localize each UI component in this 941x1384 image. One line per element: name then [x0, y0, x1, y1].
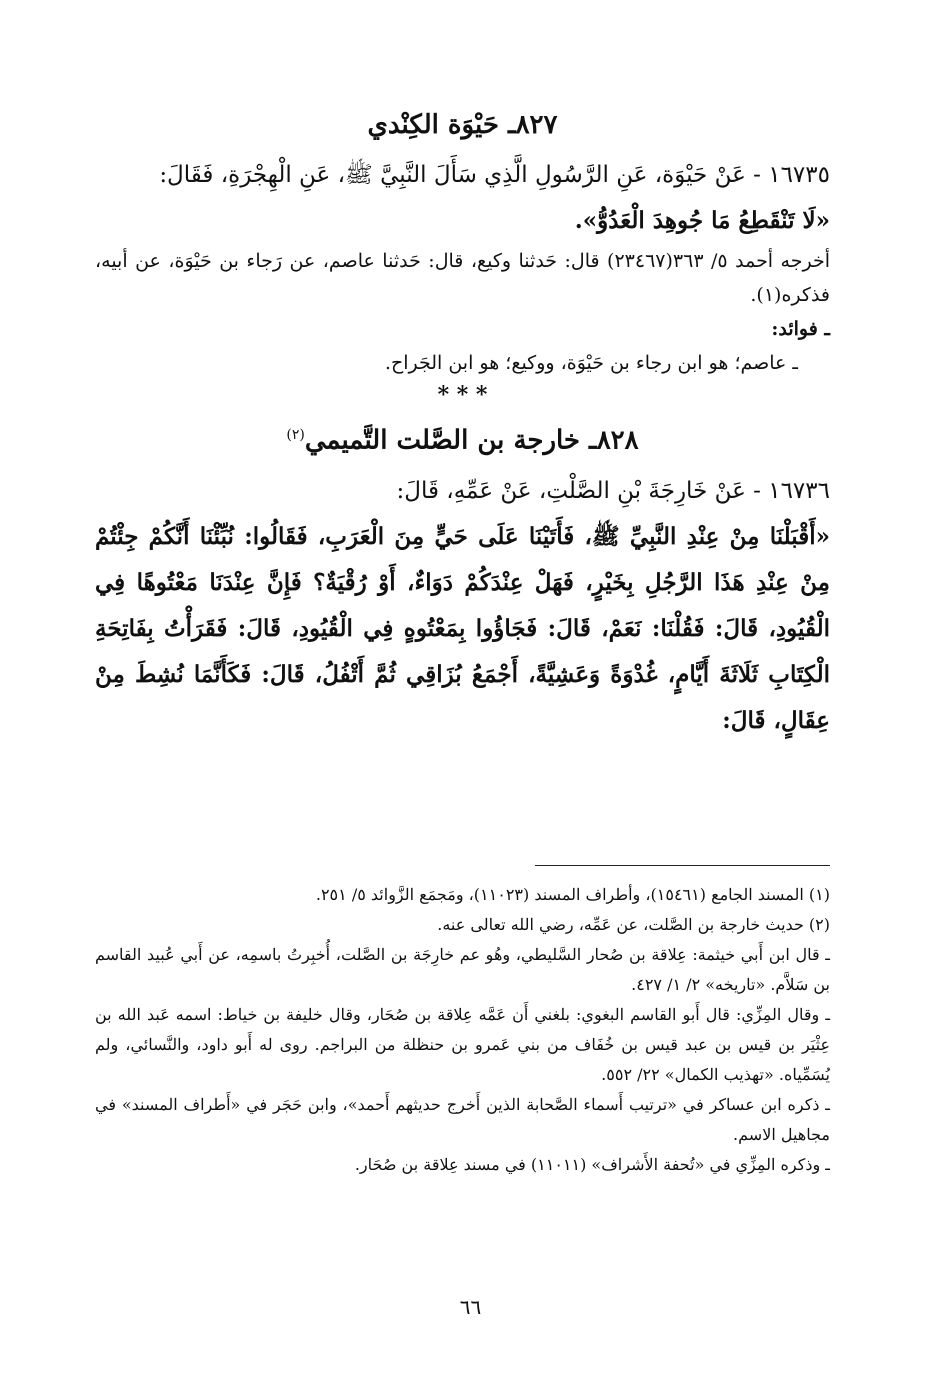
hadith-16735-quote: «لَا تَنْقَطِعُ مَا جُوهِدَ الْعَدُوُّ».	[574, 207, 830, 234]
footnote-2-item: ـ قال ابن أَبي خيثمة: عِلاقة بن صُحار السَّليطي، وهُو عم خارِجَة بن الصَّلت، أُخبِرتُ باسمِه، عن أَبي عُبيد القاسم بن سَلاَّم. «تاريخه» ٢/ ١/ ٤٢٧.	[95, 945, 830, 994]
footnote-1: (١) المسند الجامع (١٥٤٦١)، وأطراف المسند (١١٠٢٣)، ومَجمَع الزَّوائد ٥/ ٢٥١.	[315, 885, 830, 904]
takhrij-paragraph: أخرجه أحمد ٥/ ٣٦٣(٢٣٤٦٧) قال: حَدثنا وكيع، قال: حَدثنا عاصم، عن رَجاء بن حَيْوَة، عن أبيه، فذكره(١).	[95, 250, 830, 306]
footnote-2-item: ـ وذكره المِزِّي في «تُحفة الأَشراف» (١١٠١١) في مسند عِلاقة بن صُحَار.	[354, 1155, 830, 1174]
main-text	[95, 100, 830, 744]
footnote-divider	[535, 865, 830, 866]
footnote-2-item: ـ ذكره ابن عساكر في «ترتيب أَسماء الصَّحابة الذين أَخرج حديثهم أَحمد»، وابن حَجَر في «أَطراف المسند» في مجاهيل الاسم.	[95, 1095, 830, 1144]
hadith-16736-intro: ١٦٧٣٦ - عَنْ خَارِجَةَ بْنِ الصَّلْتِ، عَنْ عَمِّهِ، قَالَ:	[396, 477, 830, 504]
footnotes	[95, 880, 830, 1180]
page-number: ٦٦	[459, 1295, 482, 1319]
benefits-title: ـ فوائد:	[771, 318, 830, 340]
hadith-16736-quote: «أَقْبَلْنَا مِنْ عِنْدِ النَّبِيِّ ﷺ، فَأَتَيْنَا عَلَى حَيٍّ مِنَ الْعَرَبِ، فَقَالُوا: نُبِّئْنَا أَنَّكُمْ جِئْتُمْ مِنْ عِنْدِ هَذَا الرَّجُلِ بِخَيْرٍ، فَهَلْ عِنْدَكُمْ دَوَاءٌ، أَوْ رُقْيَةٌ؟ فَإِنَّ عِنْدَنَا مَعْتُوهًا فِي الْقُيُودِ، قَالَ: فَقُلْنَا: نَعَمْ، قَالَ: فَجَاؤُوا بِمَعْتُوهٍ فِي الْقُيُودِ، قَالَ: فَقَرَأْتُ بِفَاتِحَةِ الْكِتَابِ ثَلَاثَةَ أَيَّامٍ، غُدْوَةً وَعَشِيَّةً، أَجْمَعُ بُزَاقِي ثُمَّ أَتْفُلُ، قَالَ: فَكَأَنَّمَا نُشِطَ مِنْ عِقَالٍ، قَالَ:	[95, 522, 830, 734]
hadith-16735-intro: ١٦٧٣٥ - عَنْ حَيْوَة، عَنِ الرَّسُولِ الَّذِي سَأَلَ النَّبِيَّ ﷺ، عَنِ الْهِجْرَةِ، فَقَالَ:	[159, 162, 830, 188]
footnote-2-item: ـ وقال المِزِّي: قال أَبو القاسم البغوي: بلغني أَن عَمَّه عِلاقة بن صُحَار، وقال خليفة بن خياط: اسمه عَبد الله بن عِثْيَر بن قيس بن عبد قيس بن خُفَاف من بني عَمرو بن حنظلة من البراجم. روى له أَبو داود، والنَّسائي، ولم يُسَمِّياه. «تهذيب الكمال» ٢٢/ ٥٥٢.	[95, 1005, 830, 1084]
section-heading-827	[95, 108, 830, 142]
section-heading-828	[95, 418, 830, 458]
section-separator: * * *	[437, 382, 488, 408]
section-title: ٨٢٧ـ حَيْوَة الكِنْدي	[367, 110, 558, 140]
benefit-item: ـ عاصم؛ هو ابن رجاء بن حَيْوَة، ووكيع؛ هو ابن الجَراح.	[384, 352, 798, 374]
footnote-marker: (٢)	[286, 427, 305, 443]
footnote-2: (٢) حديث خارجة بن الصَّلت، عن عَمِّه، رضي الله تعالى عنه.	[437, 915, 830, 934]
section-title: ٨٢٨ـ خارجة بن الصَّلت التَّميمي	[304, 425, 639, 456]
